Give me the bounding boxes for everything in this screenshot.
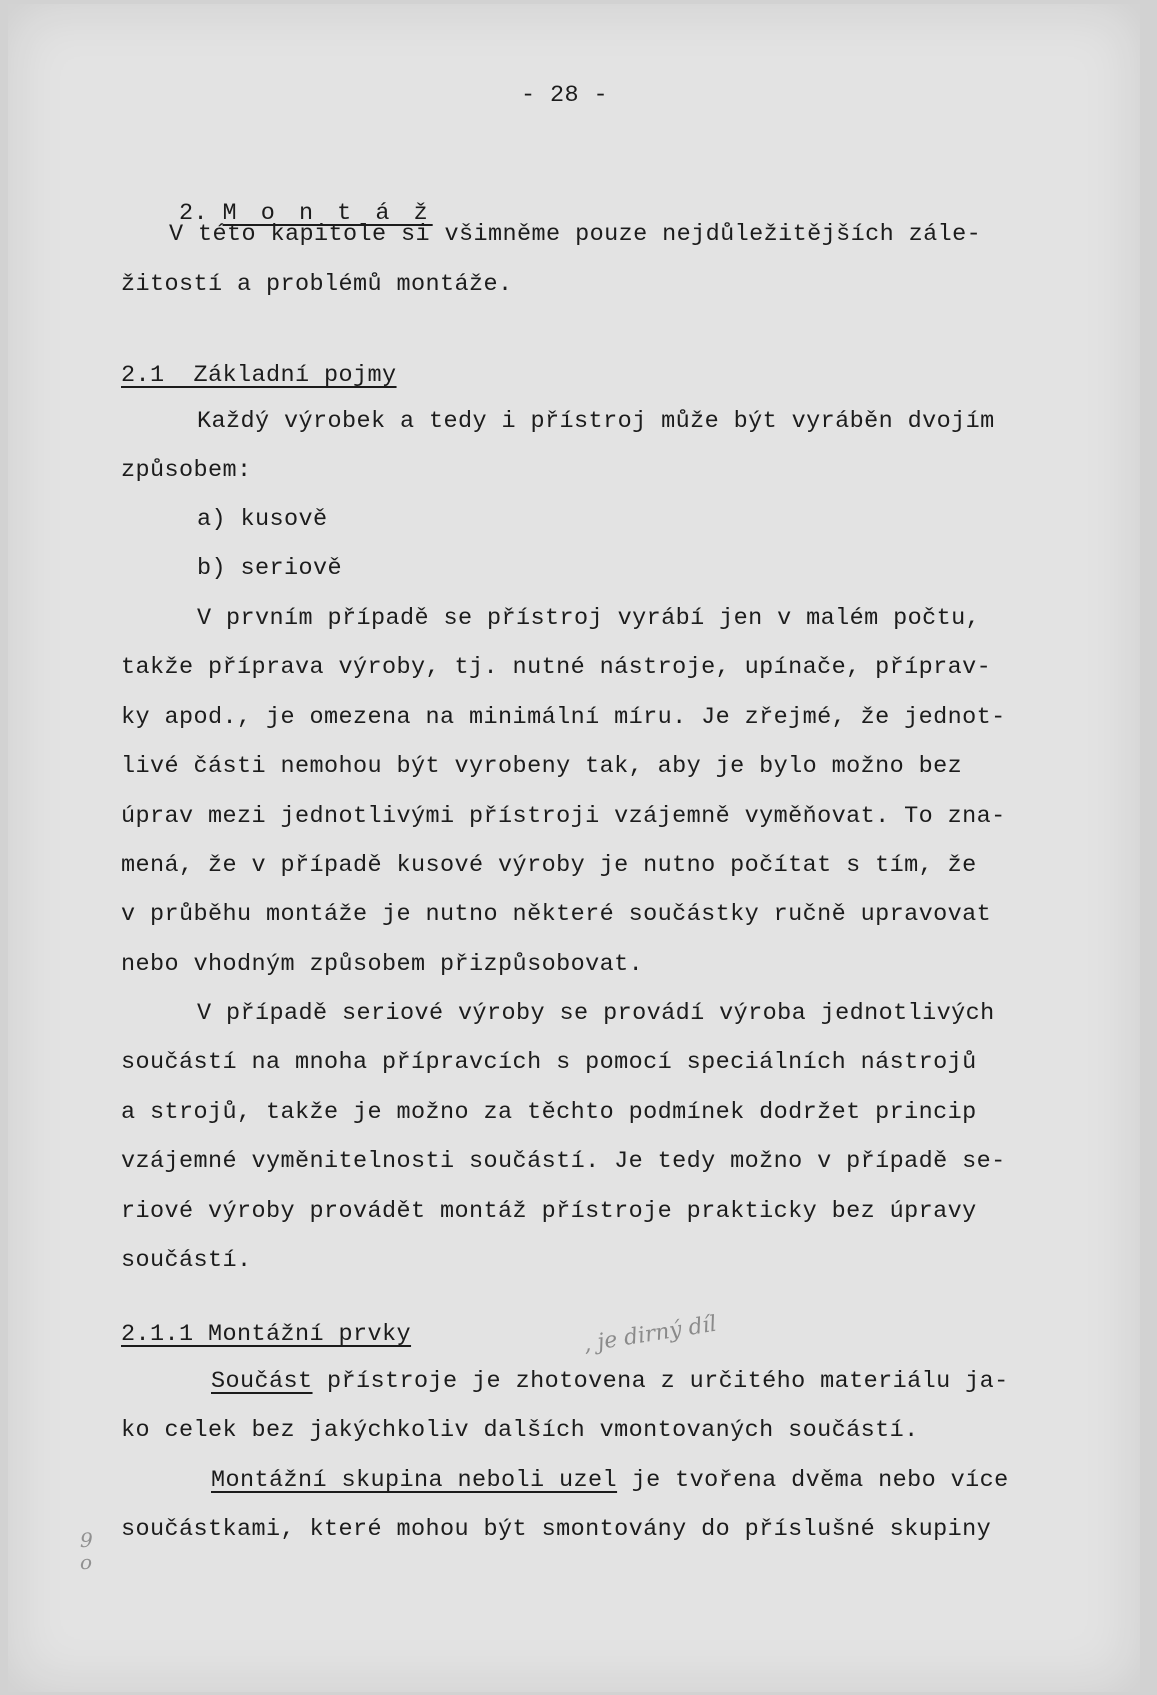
body-line: v průběhu montáže je nutno některé součástky ručně upravovat xyxy=(121,901,992,928)
body-line: úprav mezi jednotlivými přístroji vzájemně vyměňovat. To zna- xyxy=(121,803,1006,830)
body-line: ko celek bez jakýchkoliv dalších vmontovaných součástí. xyxy=(121,1417,919,1444)
body-line: nebo vhodným způsobem přizpůsobovat. xyxy=(121,951,644,978)
body-line xyxy=(211,1467,1009,1495)
body-line: způsobem: xyxy=(121,457,252,484)
term-soucast: Součást xyxy=(211,1368,313,1395)
term-montazni-skupina: Montážní skupina neboli uzel xyxy=(211,1467,618,1494)
body-text: přístroje je zhotovena z určitého materiálu ja- xyxy=(312,1368,1009,1395)
body-line: vzájemné vyměnitelnosti součástí. Je tedy možno v případě se- xyxy=(121,1148,1006,1175)
intro-line: žitostí a problémů montáže. xyxy=(121,271,513,298)
section-number: 2. xyxy=(179,200,209,227)
body-text: je tvořena dvěma nebo více xyxy=(617,1467,1009,1494)
body-line: a strojů, takže je možno za těchto podmínek dodržet princip xyxy=(121,1099,977,1126)
body-line: součástí. xyxy=(121,1247,252,1274)
scanned-page xyxy=(8,4,1140,1692)
page-number: - 28 - xyxy=(521,82,609,109)
body-line: takže příprava výroby, tj. nutné nástroje, upínače, příprav- xyxy=(121,654,992,681)
body-line: ky apod., je omezena na minimální míru. Je zřejmé, že jednot- xyxy=(121,704,1006,731)
body-line: livé části nemohou být vyrobeny tak, aby je bylo možno bez xyxy=(121,753,963,780)
subsection-heading: 2.1 Základní pojmy xyxy=(121,362,397,389)
list-item-b: b) seriově xyxy=(197,555,343,582)
margin-pencil-mark: 9 o xyxy=(80,1528,93,1574)
body-line: V prvním případě se přístroj vyrábí jen v malém počtu, xyxy=(197,605,981,632)
body-line: mená, že v případě kusové výroby je nutno počítat s tím, že xyxy=(121,852,977,879)
handwritten-note: , je dirný díl xyxy=(581,1311,719,1358)
body-line xyxy=(211,1368,1009,1396)
body-line: riové výroby provádět montáž přístroje prakticky bez úpravy xyxy=(121,1198,977,1225)
body-line: součástí na mnoha přípravcích s pomocí speciálních nástrojů xyxy=(121,1049,977,1076)
section-title: M o n t á ž xyxy=(222,200,433,227)
body-line: Každý výrobek a tedy i přístroj může být vyráběn dvojím xyxy=(197,408,995,435)
body-line: součástkami, které mohou být smontovány do příslušné skupiny xyxy=(121,1516,992,1543)
subsubsection-heading: 2.1.1 Montážní prvky xyxy=(121,1321,412,1348)
intro-line: V této kapitole si všimněme pouze nejdůležitějších zále- xyxy=(169,221,982,248)
body-line: V případě seriové výroby se provádí výroba jednotlivých xyxy=(197,1000,995,1027)
list-item-a: a) kusově xyxy=(197,506,328,533)
